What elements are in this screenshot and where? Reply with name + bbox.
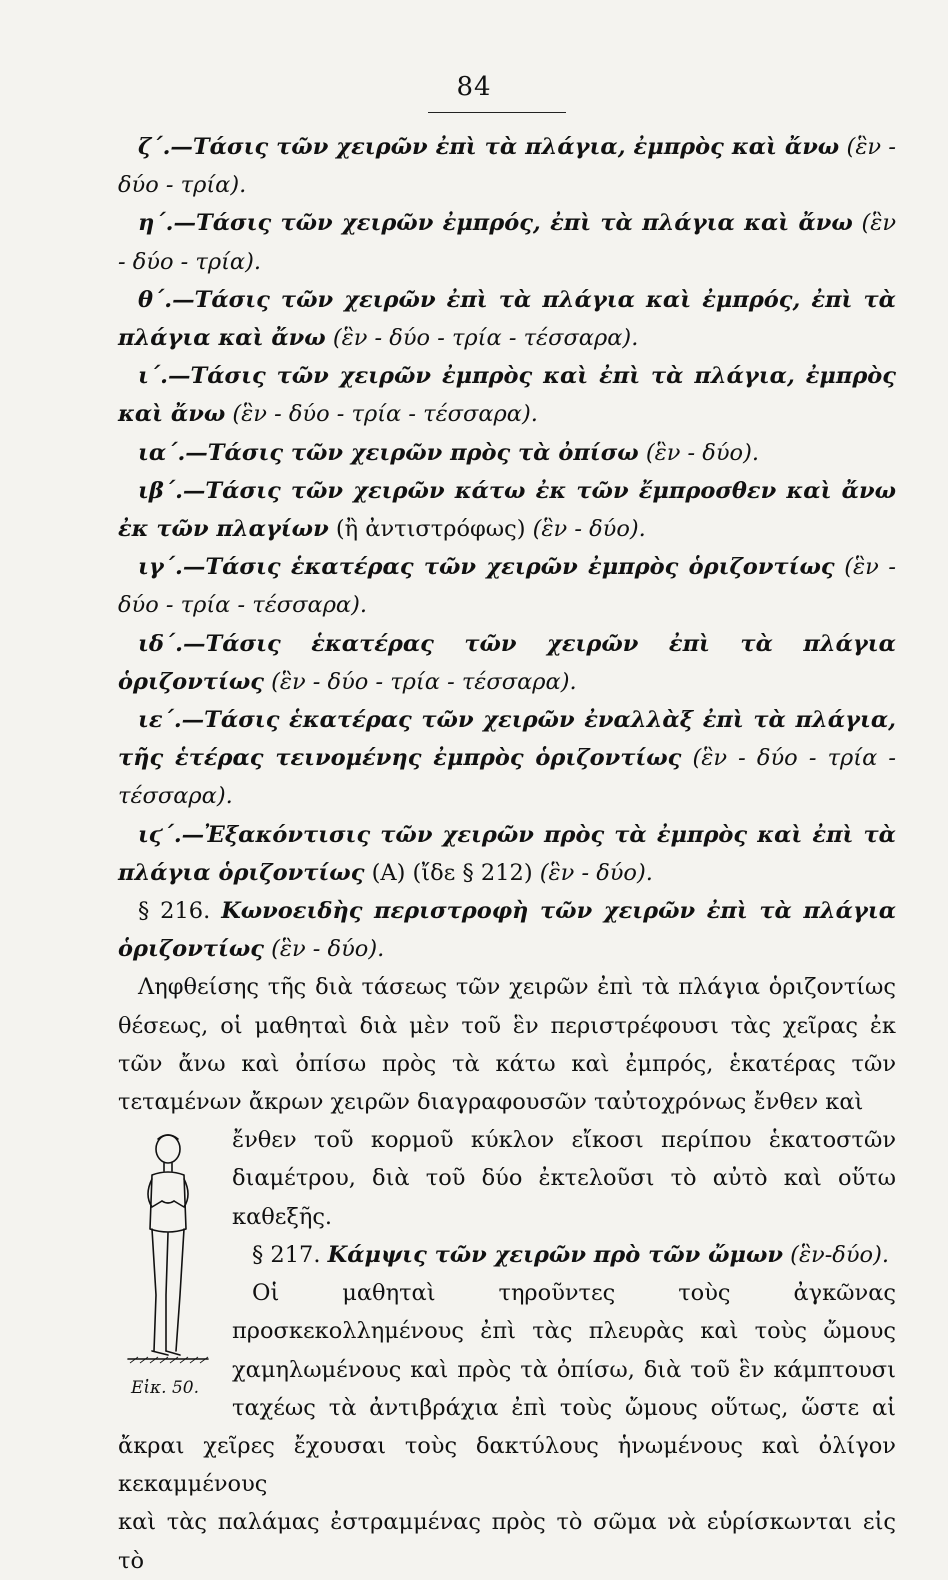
section-217-number: § 217. xyxy=(252,1241,321,1268)
section-216-body-continued: ἔνθεν τοῦ κορμοῦ κύκλον εἴκοσι περίπου ἑκατοστῶν διαμέτρου, διὰ τοῦ δύο ἐκτελοῦσι τὸ αὐτὸ καὶ οὕτω καθεξῆς. xyxy=(232,1127,896,1230)
exercise-item-h: η΄.—Τάσις τῶν χειρῶν ἐμπρός, ἐπὶ τὰ πλάγια καὶ ἄνω (ἓν - δύο - τρία). xyxy=(118,210,897,275)
section-217-body-continued: καὶ τὰς παλάμας ἐστραμμένας πρὸς τὸ σῶμα νὰ εὑρίσκωνται εἰς τὸ xyxy=(118,1509,896,1574)
exercise-item-id: ιδ΄.—Τάσις ἑκατέρας τῶν χειρῶν ἐπὶ τὰ πλάγια ὁριζοντίως (ἓν - δύο - τρία - τέσσαρα). xyxy=(118,630,896,695)
exercise-item-z: ζ΄.—Τάσις τῶν χειρῶν ἐπὶ τὰ πλάγια, ἐμπρὸς καὶ ἄνω (ἓν - δύο - τρία). xyxy=(118,134,896,199)
exercise-item-th: θ΄.—Τάσις τῶν χειρῶν ἐπὶ τὰ πλάγια καὶ ἐμπρός, ἐπὶ τὰ πλάγια καὶ ἄνω (ἓν - δύο - τρία - τέσσαρα). xyxy=(118,286,896,352)
header-rule xyxy=(428,112,566,113)
exercise-item-ig: ιγ΄.—Τάσις ἑκατέρας τῶν χειρῶν ἐμπρὸς ὁριζοντίως (ἓν - δύο - τρία - τέσσαρα). xyxy=(118,554,896,619)
figure-50 xyxy=(118,1121,218,1413)
section-217-title: Κάμψις τῶν χειρῶν πρὸ τῶν ὤμων xyxy=(327,1241,784,1268)
exercise-item-ib: ιβ΄.—Τάσις τῶν χειρῶν κάτω ἐκ τῶν ἔμπροσθεν καὶ ἄνω ἐκ τῶν πλαγίων (ἢ ἀντιστρόφως) (ἓν - δύο). xyxy=(118,477,896,543)
section-216-body: Ληφθείσης τῆς διὰ τάσεως τῶν χειρῶν ἐπὶ τὰ πλάγια ὁριζοντίως θέσεως, οἱ μαθηταὶ διὰ μὲν τοῦ ἓν περιστρέφουσι τὰς χεῖρας ἐκ τῶν ἄνω καὶ ὀπίσω πρὸς τὰ κάτω καὶ ἐμπρός, ἑκατέρας τῶν τεταμένων ἄκρων χειρῶν διαγραφουσῶν ταὐτοχρόνως ἔνθεν καὶ xyxy=(118,974,896,1116)
page-number: 84 xyxy=(456,72,492,102)
section-216-heading: § 216. Κωνοειδὴς περιστροφὴ τῶν χειρῶν ἐπὶ τὰ πλάγια ὁριζοντίως (ἓν - δύο). xyxy=(118,898,897,963)
figure-wrap-block xyxy=(118,1121,896,1503)
standing-figure-illustration xyxy=(122,1125,214,1375)
exercise-item-is: ιϛ΄.—Ἐξακόντισις τῶν χειρῶν πρὸς τὰ ἐμπρὸς καὶ ἐπὶ τὰ πλάγια ὁριζοντίως (Α) (ἴδε § 212) (ἓν - δύο). xyxy=(118,821,896,886)
exercise-item-ia: ια΄.—Τάσις τῶν χειρῶν πρὸς τὰ ὀπίσω (ἓν - δύο). xyxy=(138,439,759,466)
exercise-item-i: ι΄.—Τάσις τῶν χειρῶν ἐμπρὸς καὶ ἐπὶ τὰ πλάγια, ἐμπρὸς καὶ ἄνω (ἓν - δύο - τρία - τέσσαρα). xyxy=(118,363,896,428)
figure-caption: Εἰκ. 50. xyxy=(130,1378,200,1399)
page-body xyxy=(118,128,896,1580)
section-217-body: Οἱ μαθηταὶ τηροῦντες τοὺς ἀγκῶνας προσκεκολλημένους ἐπὶ τὰς πλευρὰς καὶ τοὺς ὤμους χαμηλωμένους καὶ πρὸς τὰ ὀπίσω, διὰ τοῦ ἓν κάμπτουσι ταχέως τὰ ἀντιβράχια ἐπὶ τοὺς ὤμους οὕτως, ὥστε αἱ ἄκραι χεῖρες ἔχουσαι τοὺς δακτύλους ἡνωμένους καὶ ὀλίγον κεκαμμένους xyxy=(118,1280,896,1498)
section-216-number: § 216. xyxy=(138,898,211,925)
section-217-heading: § 217. Κάμψις τῶν χειρῶν πρὸ τῶν ὤμων (ἓν-δύο). xyxy=(252,1241,890,1268)
exercise-item-ie: ιε΄.—Τάσις ἑκατέρας τῶν χειρῶν ἐναλλὰξ ἐπὶ τὰ πλάγια, τῆς ἑτέρας τεινομένης ἐμπρὸς ὁριζοντίως (ἓν - δύο - τρία - τέσσαρα). xyxy=(118,707,897,810)
section-216-title: Κωνοειδὴς περιστροφὴ τῶν χειρῶν ἐπὶ τὰ πλάγια ὁριζοντίως xyxy=(118,898,897,963)
